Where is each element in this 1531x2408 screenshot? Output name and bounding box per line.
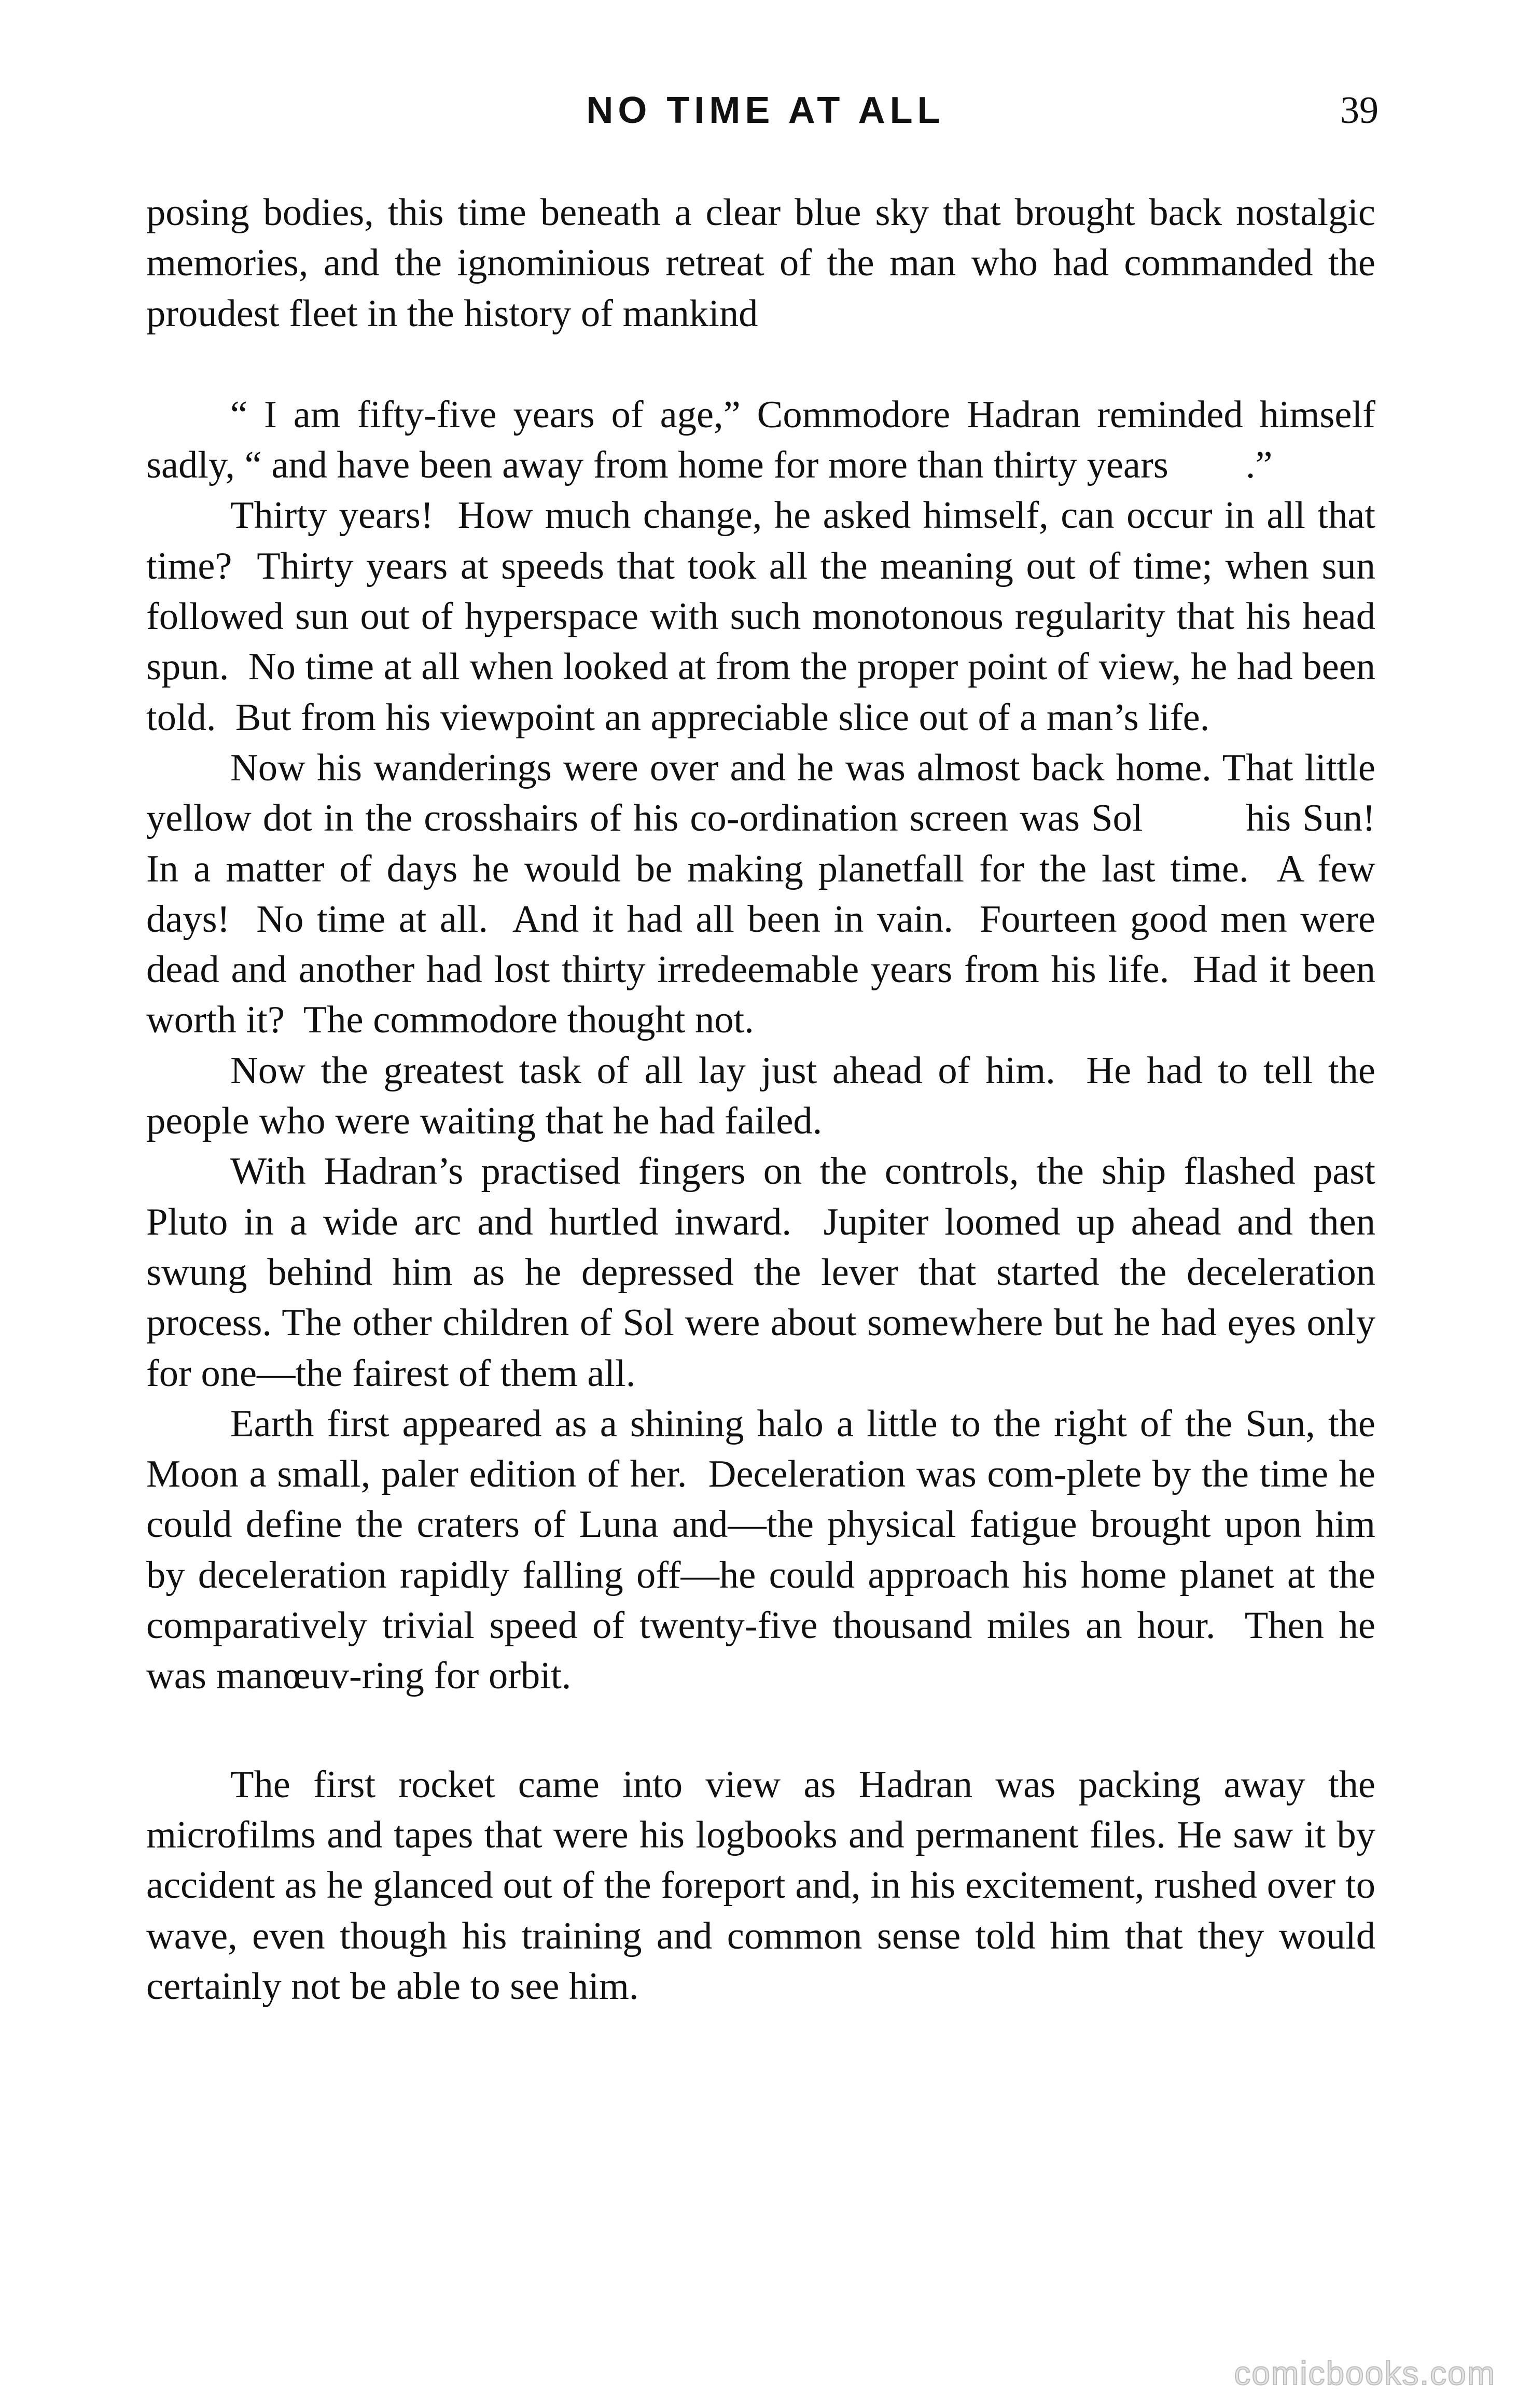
page-number: 39 bbox=[1340, 89, 1379, 132]
paragraph-8: The first rocket came into view as Hadran was packing away the microfilms and tapes that were his logbooks and permanent files. He saw it by accident as he glanced out of the foreport and, in his excitement, rushed over to wave, even though his training and common sense told him that they would certainly not be able to see him. bbox=[146, 1763, 1385, 2008]
paragraph-2: “ I am fifty-five years of age,” Commodore Hadran reminded himself sadly, “ and have been away from home for more than thirty years .” bbox=[146, 393, 1385, 487]
paragraph-4: Now his wanderings were over and he was almost back home. That little yellow dot in the crosshairs of his co-ordination screen was Sol his Sun! In a matter of days he would be making planetfall for the last time. A few days! No time at all. And it had all been in vain. Fourteen good men were dead and another had lost thirty irredeemable years from his life. Had it been worth it? The commodore thought not. bbox=[146, 746, 1395, 1042]
body-text bbox=[146, 188, 1395, 2012]
paragraph-5: Now the greatest task of all lay just ahead of him. He had to tell the people who were waiting that he had failed. bbox=[146, 1049, 1385, 1143]
paragraph-3: Thirty years! How much change, he asked himself, can occur in all that time? Thirty years at speeds that took all the meaning out of time; when sun followed sun out of hyperspace with such monotonous regularity that his head spun. No time at all when looked at from the proper point of view, he had been told. But from his viewpoint an appreciable slice out of a man’s life. bbox=[146, 494, 1385, 739]
paragraph-7: Earth first appeared as a shining halo a little to the right of the Sun, the Moon a small, paler edition of her. Deceleration was com-plete by the time he could define the craters of Luna and—the physical fatigue brought upon him by deceleration rapidly falling off—he could approach his home planet at the comparatively trivial speed of twenty-five thousand miles an hour. Then he was manœuv-ring for orbit. bbox=[146, 1402, 1385, 1698]
paragraph-6: With Hadran’s practised fingers on the controls, the ship flashed past Pluto in a wide arc and hurtled inward. Jupiter loomed up ahead and then swung behind him as he depressed the lever that started the deceleration process. The other children of Sol were about somewhere but he had eyes only for one—the fairest of them all. bbox=[146, 1150, 1385, 1395]
section-break-2 bbox=[146, 1702, 1375, 1760]
paragraph-1: posing bodies, this time beneath a clear blue sky that brought back nostalgic memories, and the ignominious retreat of the man who had commanded the proudest fleet in the history of mankind bbox=[146, 191, 1385, 335]
running-head bbox=[0, 87, 1531, 134]
running-title: NO TIME AT ALL bbox=[586, 90, 945, 131]
watermark-logo: comicbooks.com bbox=[1234, 2355, 1496, 2392]
section-break-1 bbox=[146, 339, 1375, 390]
